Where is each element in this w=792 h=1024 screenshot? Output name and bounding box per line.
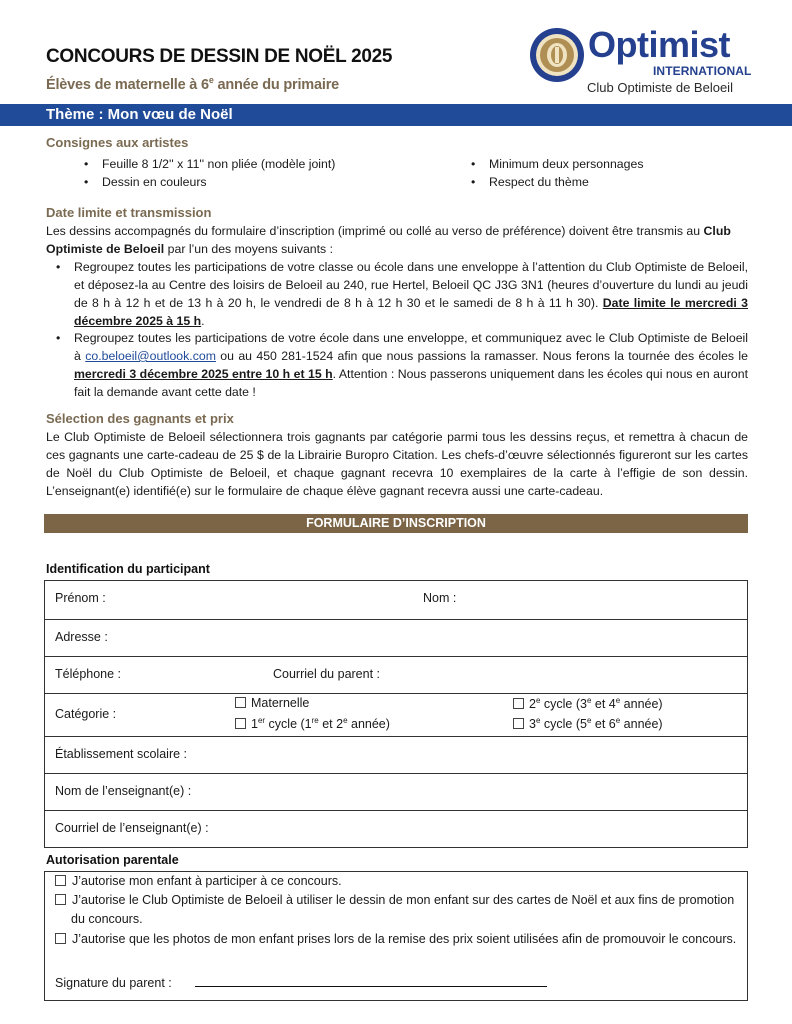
selection-text: Le Club Optimiste de Beloeil sélectionnera trois gagnants par catégorie parmi tous les dessins reçus, et remettra à chacun de ces gagnants une carte-cadeau de 25 $ de la Librairie Buropro Citation. Les chefs-d’œuvre sélectionnés figureront sur les cartes de Noël du Club Optimiste de Beloeil, et chaque gagnant recevra 10 exemplaires de la carte à l’effigie de son dessin. L’enseignant(e) identifié(e) sur le formulaire de chaque élève gagnant recevra aussi une carte-cadeau.: [46, 430, 748, 498]
consigne-item: • Respect du thème: [489, 175, 589, 189]
category-cycle-1[interactable]: 1er cycle (1re et 2e année): [235, 716, 390, 731]
transmission-option-2: • Regroupez toutes les participations de votre école dans une enveloppe, et communiquez avec le Club Optimiste de Beloeil à co.beloeil@outlook.com ou au 450 281-1524 afin que nous passions la ramasser. Nous ferons la tournée des écoles le mercredi 3 décembre 2025 entre 10 h et 15 h. Attention : Nous passerons uniquement dans les écoles qui nous en auront fait la demande avant cette date !: [56, 331, 749, 399]
row-adresse[interactable]: [45, 620, 747, 657]
date-limite-heading: Date limite et transmission: [46, 205, 212, 220]
theme-banner: [0, 104, 792, 126]
telephone-label: Téléphone :: [55, 667, 122, 681]
logo-international: INTERNATIONAL: [653, 64, 752, 78]
date-limite-intro: Les dessins accompagnés du formulaire d’inscription (imprimé ou collé au verso de préférence) doivent être transmis au Club Optimiste de Beloeil par l’un des moyens suivants :: [46, 224, 731, 256]
consigne-item: • Dessin en couleurs: [102, 175, 207, 189]
consigne-item: • Minimum deux personnages: [489, 157, 643, 171]
participant-form: [44, 580, 748, 848]
authorization-heading: Autorisation parentale: [46, 853, 179, 867]
courriel-enseignant-label: Courriel de l’enseignant(e) :: [55, 821, 209, 835]
row-enseignant[interactable]: [45, 774, 747, 811]
checkbox[interactable]: [235, 697, 246, 708]
category-maternelle[interactable]: Maternelle: [235, 696, 309, 710]
page-title: CONCOURS DE DESSIN DE NOËL 2025: [46, 46, 393, 67]
category-cycle-3[interactable]: 3e cycle (5e et 6e année): [513, 716, 663, 731]
optimist-emblem-icon: [530, 28, 584, 82]
authorization-item-1[interactable]: J’autorise mon enfant à participer à ce concours.: [55, 872, 745, 891]
page-subtitle: Élèves de maternelle à 6e année du primaire: [46, 75, 340, 93]
bullet: •: [56, 260, 61, 274]
categorie-label: Catégorie :: [55, 707, 117, 721]
courriel-parent-label: Courriel du parent :: [273, 667, 381, 681]
email-link[interactable]: co.beloeil@outlook.com: [85, 349, 216, 363]
row-courriel-enseignant[interactable]: [45, 811, 747, 848]
form-banner: [44, 514, 748, 533]
row-etablissement[interactable]: [45, 737, 747, 774]
form-banner-title: FORMULAIRE D’INSCRIPTION: [306, 516, 486, 530]
enseignant-label: Nom de l’enseignant(e) :: [55, 784, 192, 798]
etablissement-label: Établissement scolaire :: [55, 747, 188, 761]
authorization-item-2[interactable]: J’autorise le Club Optimiste de Beloeil à utiliser le dessin de mon enfant sur des cartes de Noël et aux fins de promotion du concours.: [55, 891, 751, 929]
authorization-box: [44, 871, 748, 1001]
logo-club-name: Club Optimiste de Beloeil: [587, 80, 733, 95]
prenom-label: Prénom :: [55, 591, 106, 605]
nom-label: Nom :: [423, 591, 457, 605]
row-name: [45, 581, 747, 620]
logo-wordmark: Optimist: [588, 24, 731, 65]
checkbox[interactable]: [513, 718, 524, 729]
bullet: •: [56, 331, 61, 345]
checkbox[interactable]: [55, 875, 66, 886]
row-telephone: [45, 657, 747, 694]
consignes-heading: Consignes aux artistes: [46, 135, 189, 150]
category-cycle-2[interactable]: 2e cycle (3e et 4e année): [513, 696, 663, 711]
optimist-logo: [528, 24, 752, 106]
checkbox[interactable]: [235, 718, 246, 729]
participant-heading: Identification du participant: [46, 562, 210, 576]
checkbox[interactable]: [55, 933, 66, 944]
row-categorie: [45, 694, 747, 737]
adresse-label: Adresse :: [55, 630, 108, 644]
selection-heading: Sélection des gagnants et prix: [46, 411, 234, 426]
transmission-option-1: • Regroupez toutes les participations de votre classe ou école dans une enveloppe à l’attention du Club Optimiste de Beloeil, et déposez-la au Centre des loisirs de Beloeil au 240, rue Hertel, Beloeil QC J3G 3N1 (heures d’ouverture du lundi au jeudi de 8 h à 12 h et de 13 h à 20 h, le vendredi de 8 h à 12 h 30 et le samedi de 8 h à 11 h 30). Date limite le mercredi 3 décembre 2025 à 15 h.: [56, 260, 748, 328]
checkbox[interactable]: [513, 698, 524, 709]
authorization-item-3[interactable]: J’autorise que les photos de mon enfant prises lors de la remise des prix soient utilisées afin de promouvoir le concours.: [55, 930, 751, 949]
theme-text: Thème : Mon vœu de Noël: [46, 106, 233, 123]
signature-label: Signature du parent :: [55, 976, 172, 990]
consigne-item: • Feuille 8 1/2'' x 11'' non pliée (modèle joint): [102, 157, 335, 171]
signature-line[interactable]: [195, 986, 547, 987]
checkbox[interactable]: [55, 894, 66, 905]
